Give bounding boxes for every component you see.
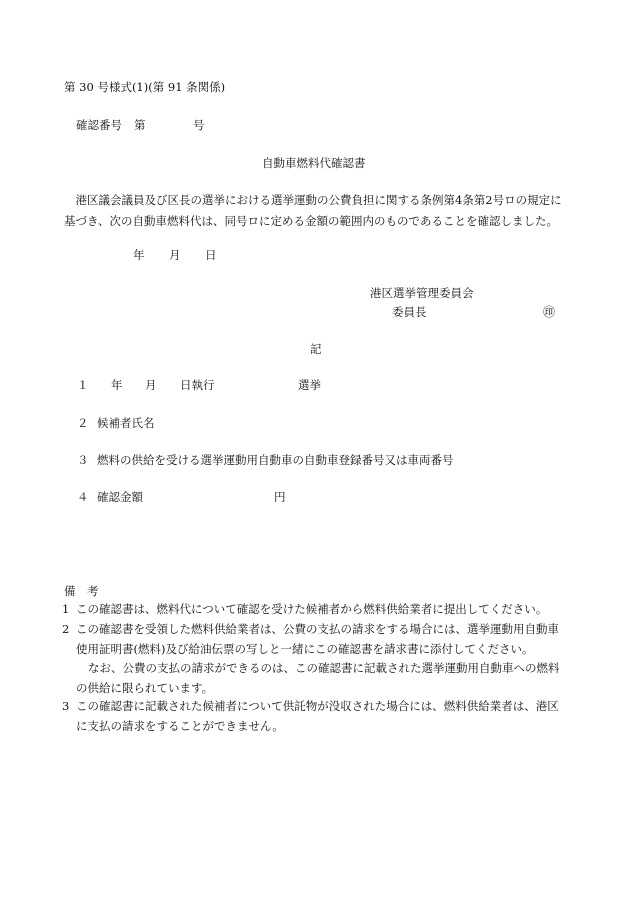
- item-1-number: １: [77, 378, 89, 392]
- ki-heading: 記: [310, 342, 322, 356]
- note-1-number: 1: [62, 602, 70, 616]
- date-month: 月: [169, 248, 181, 262]
- issuer-title: 委員長: [392, 305, 427, 319]
- note-1: [62, 600, 568, 620]
- date-year: 年: [133, 248, 145, 262]
- note-2: [62, 620, 568, 698]
- note-2-number: 2: [62, 622, 70, 636]
- issuer-organization: 港区選挙管理委員会: [370, 286, 474, 300]
- item-1-year: 年: [111, 378, 123, 392]
- item-3-number: ３: [77, 453, 89, 467]
- date-day: 日: [205, 248, 217, 262]
- item-4-label: 確認金額: [97, 490, 143, 504]
- note-2-text: この確認書を受領した燃料供給業者は、公費の支払の請求をする場合には、選挙運動用自動車使用証明書(燃料)及び給油伝票の写しと一緒にこの確認書を請求書に添付してください。: [76, 622, 559, 656]
- note-3: [62, 697, 568, 736]
- item-3-label: 燃料の供給を受ける選挙運動用自動車の自動車登録番号又は車両番号: [97, 453, 454, 467]
- item-1-day: 日執行: [180, 378, 215, 392]
- item-1-month: 月: [145, 378, 157, 392]
- seal-mark: ㊞: [543, 305, 556, 319]
- form-number: 第 30 号様式(1)(第 91 条関係): [64, 80, 226, 94]
- item-4-unit: 円: [274, 490, 286, 504]
- document-title: 自動車燃料代確認書: [262, 156, 366, 170]
- item-1-election: 選挙: [298, 378, 321, 392]
- note-3-number: 3: [62, 699, 70, 713]
- item-2-label: 候補者氏名: [97, 416, 155, 430]
- note-1-text: この確認書は、燃料代について確認を受けた候補者から燃料供給業者に提出してください。: [76, 602, 548, 616]
- confirmation-number-label: 確認番号: [76, 118, 122, 132]
- confirmation-number-prefix: 第: [134, 118, 146, 132]
- item-2-number: ２: [77, 416, 89, 430]
- notes-heading: 備 考: [64, 584, 99, 598]
- confirmation-number-suffix: 号: [193, 118, 205, 132]
- note-2-text-continued: なお、公費の支払の請求ができるのは、この確認書に記載された選挙運動用自動車への燃料の供給に限られています。: [76, 661, 560, 695]
- item-4-number: ４: [77, 490, 89, 504]
- note-3-text: この確認書に記載された候補者について供託物が没収された場合には、燃料供給業者は、港区に支払の請求をすることができません。: [76, 699, 559, 733]
- body-paragraph: 港区議会議員及び区長の選挙における選挙運動の公費負担に関する条例第4条第2号ロの規定に基づき、次の自動車燃料代は、同号ロに定める金額の範囲内のものであることを確認しました。: [64, 193, 562, 228]
